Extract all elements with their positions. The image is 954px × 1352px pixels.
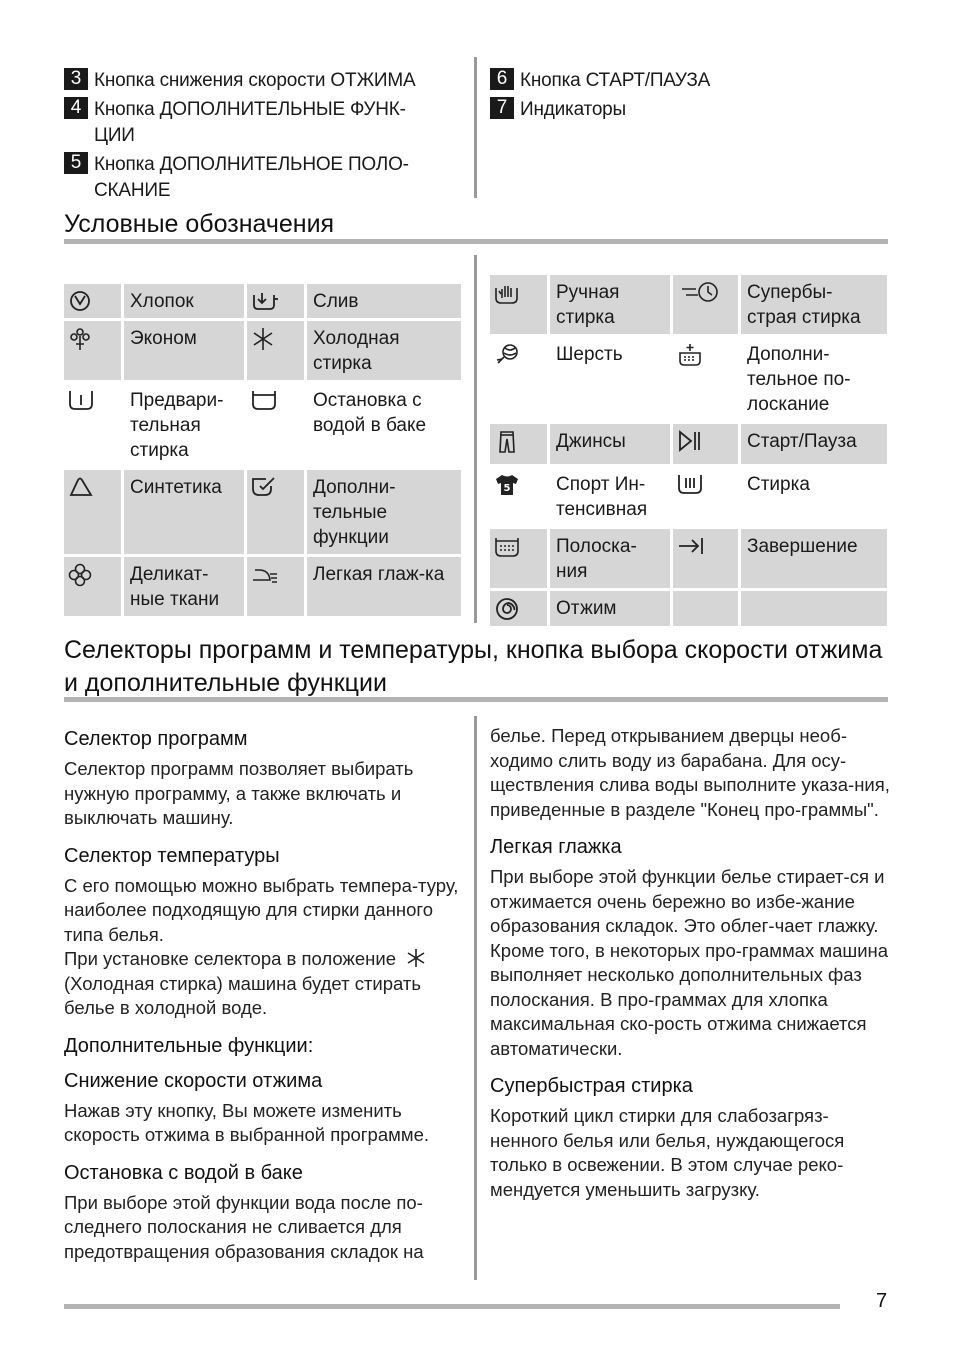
legend-item (64, 97, 464, 149)
table-row (490, 467, 887, 526)
table-row (64, 557, 461, 616)
rinse-hold-icon (247, 383, 304, 467)
legend-number: 4 (64, 97, 88, 119)
symbols-table-left (61, 281, 464, 619)
table-row (64, 284, 461, 318)
prewash-icon (64, 383, 121, 467)
table-row (64, 383, 461, 467)
heading-rule (64, 697, 888, 702)
table-row (490, 424, 887, 464)
legend-number: 3 (64, 68, 88, 90)
delicates-icon (64, 557, 121, 616)
legend-text: Кнопка ДОПОЛНИТЕЛЬНЫЕ ФУНК-ЦИИ (94, 99, 406, 146)
sport-icon (490, 467, 547, 526)
rinses-icon (490, 529, 547, 588)
symbol-label: Шерсть (550, 337, 670, 421)
section-heading: Легкая глажка (490, 836, 622, 858)
legend-text: Индикаторы (520, 99, 627, 120)
symbol-label: Отжим (550, 591, 670, 626)
paragraph: белье. Перед открыванием дверцы необ-ходимо слить воду из барабана. Для осу-ществления слива воды выполните указа-ния, приведенные в разделе "Конец про-граммы". (490, 725, 890, 820)
legend-text: Кнопка СТАРТ/ПАУЗА (520, 70, 711, 91)
table-row (490, 591, 887, 626)
symbol-label: Спорт Ин-тенсивная (550, 467, 670, 526)
hand-wash-icon (490, 275, 547, 334)
symbol-label: Холодная стирка (307, 321, 461, 380)
column-divider (474, 57, 477, 198)
extra-rinse-icon (673, 337, 738, 421)
selectors-heading: Селекторы программ и температуры, кнопка выбора скорости отжима и дополнительные функции (64, 636, 883, 697)
legend-text: Кнопка снижения скорости ОТЖИМА (94, 70, 416, 91)
column-divider (474, 716, 477, 1280)
symbol-label: Предвари-тельная стирка (124, 383, 244, 467)
cold-wash-icon (247, 321, 304, 380)
right-text-column (490, 724, 890, 1202)
paragraph-text: При установке селектора в положение (64, 948, 397, 969)
symbol-label: Джинсы (550, 424, 670, 464)
footer-rule (64, 1304, 840, 1309)
legend-left (64, 68, 464, 204)
economy-icon (64, 321, 121, 380)
table-row (64, 321, 461, 380)
legend-number: 6 (490, 68, 514, 90)
paragraph: С его помощью можно выбрать темпера-туру, наиболее подходящую для стирки данного типа белья. (64, 874, 459, 945)
quick-wash-icon (673, 275, 738, 334)
section-heading: Остановка с водой в баке (64, 1161, 303, 1184)
start-pause-icon (673, 424, 738, 464)
legend-item (64, 68, 464, 94)
end-icon (673, 529, 738, 588)
legend-right (490, 68, 890, 123)
legend-text: Кнопка ДОПОЛНИТЕЛЬНОЕ ПОЛО-СКАНИЕ (94, 154, 409, 201)
section-heading: Селектор температуры (64, 844, 280, 867)
section-heading: Дополнительные функции: (64, 1034, 314, 1057)
drain-icon (247, 284, 304, 318)
symbol-label: Остановка с водой в баке (307, 383, 461, 467)
empty-cell (673, 591, 738, 626)
svg-text:5: 5 (503, 483, 511, 494)
paragraph (64, 947, 464, 972)
legend-number: 7 (490, 97, 514, 119)
symbols-heading: Условные обозначения (64, 210, 335, 238)
wool-icon (490, 337, 547, 421)
synthetics-icon (64, 470, 121, 554)
easy-iron-icon (247, 557, 304, 616)
wash-icon (673, 467, 738, 526)
symbol-label: Деликат-ные ткани (124, 557, 244, 616)
paragraph: Нажав эту кнопку, Вы можете изменить скорость отжима в выбранной программе. (64, 1099, 429, 1145)
symbol-label: Дополни-тельные функции (307, 470, 461, 554)
symbol-label: Синтетика (124, 470, 244, 554)
symbol-label: Дополни-тельное по-лоскание (741, 337, 887, 421)
left-text-column (64, 726, 464, 1264)
paragraph: Короткий цикл стирки для слабозагряз-ненного белья или белья, нуждающегося только в освежении. В этом случае реко-мендуется уменьшить загрузку. (490, 1105, 845, 1200)
table-row (64, 470, 461, 554)
section-heading: Снижение скорости отжима (64, 1069, 323, 1092)
symbol-label: Стирка (741, 467, 887, 526)
spin-icon (490, 591, 547, 626)
paragraph: При выборе этой функции белье стирает-ся и отжимается очень бережно во избе-жание образования складок. Это облег-чает глажку. Кроме того, в некоторых про-граммах машина выполняет несколько дополнительных фаз полоскания. В про-граммах для хлопка максимальная ско-рость отжима снижается автоматически. (490, 866, 889, 1059)
section-heading: Супербыстрая стирка (490, 1075, 693, 1097)
table-row (490, 337, 887, 421)
symbol-label: Легкая глаж-ка (307, 557, 461, 616)
table-row (490, 275, 887, 334)
paragraph: При выборе этой функции вода после по-следнего полоскания не сливается для предотвращения образования складок на (64, 1191, 424, 1262)
legend-item (64, 152, 464, 204)
jeans-icon (490, 424, 547, 464)
cold-wash-icon (405, 948, 427, 968)
legend-item (490, 68, 890, 94)
heading-rule (64, 239, 888, 244)
legend-number: 5 (64, 152, 88, 174)
symbol-label: Эконом (124, 321, 244, 380)
paragraph: Селектор программ позволяет выбирать нужную программу, а также включать и выключать машину. (64, 758, 414, 828)
symbol-label: Завершение (741, 529, 887, 588)
cotton-icon (64, 284, 121, 318)
extra-options-icon (247, 470, 304, 554)
legend-item (490, 97, 890, 123)
symbol-label: Слив (307, 284, 461, 318)
symbol-label: Хлопок (124, 284, 244, 318)
symbol-label: Ручная стирка (550, 275, 670, 334)
paragraph: (Холодная стирка) машина будет стирать белье в холодной воде. (64, 972, 422, 1018)
column-divider (474, 255, 477, 623)
symbols-table-right (487, 272, 890, 629)
symbol-label: Супербы-страя стирка (741, 275, 887, 334)
empty-cell (741, 591, 887, 626)
section-heading: Селектор программ (64, 728, 248, 750)
symbol-label: Полоска-ния (550, 529, 670, 588)
symbol-label: Старт/Пауза (741, 424, 887, 464)
page-number: 7 (876, 1290, 888, 1312)
table-row (490, 529, 887, 588)
